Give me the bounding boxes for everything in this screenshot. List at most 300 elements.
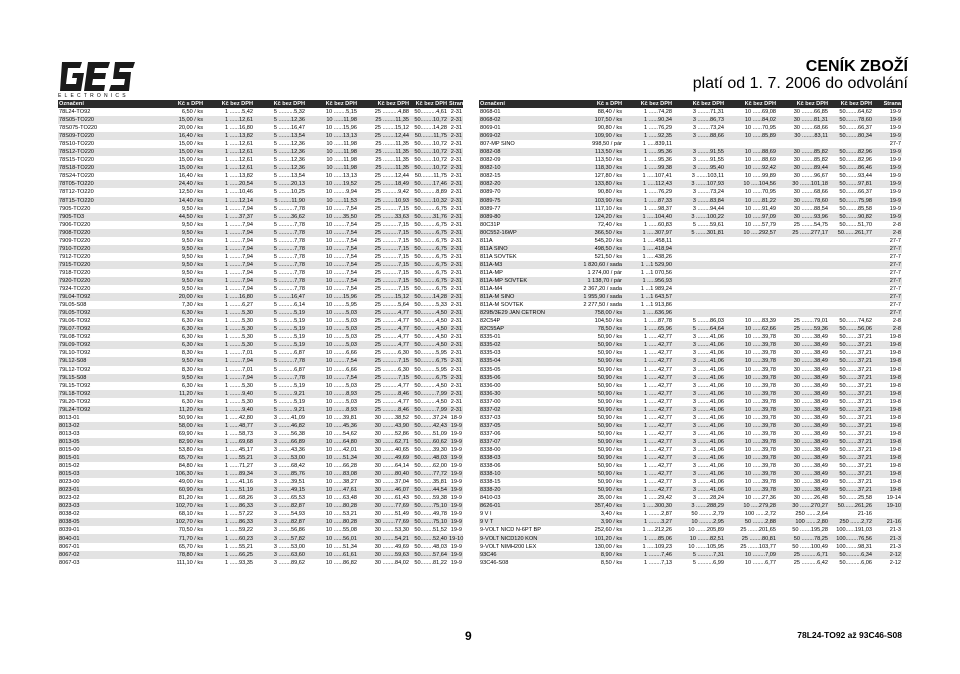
table-cell: 498,50 / ks	[567, 245, 623, 253]
table-cell: 19-9	[448, 486, 463, 494]
product-code: 811A-MP SOVTEK	[479, 277, 567, 285]
product-code: 80C31P	[480, 221, 501, 228]
table-cell: 1 ......13,82	[204, 132, 254, 140]
table-cell: 16,40 / ks	[178, 173, 203, 180]
table-cell: 18-9	[450, 414, 462, 421]
table-cell: 50..........6,06	[839, 559, 872, 566]
table-cell: 60,90 / ks	[136, 486, 204, 494]
table-cell: 1 ......12,61	[225, 141, 253, 148]
table-cell: 1 ......76,29	[644, 189, 672, 196]
table-cell: 102,70 / ks	[136, 502, 204, 510]
table-cell: 3 ........73,24	[692, 189, 724, 196]
product-code: 8335-03	[480, 350, 501, 357]
table-cell: 50..........6,75	[410, 229, 448, 237]
table-cell: 3 ........53,00	[254, 454, 306, 462]
table-cell	[777, 293, 829, 301]
table-cell: 30 ........59,63	[358, 551, 410, 559]
table-cell	[725, 237, 777, 245]
table-cell: 5 ..........5,32	[273, 109, 305, 116]
table-cell: 19-9	[448, 551, 463, 559]
table-cell: 10 ......66,28	[325, 463, 357, 470]
table-cell: 1 ........7,94	[225, 286, 253, 293]
table-cell: 50........49,78	[414, 511, 447, 518]
product-code: 8069-02	[479, 132, 567, 140]
table-cell: 1 ......42,77	[623, 406, 673, 414]
table-cell: 25 ........12,44	[374, 173, 409, 180]
table-cell: 10 ......51,34	[306, 454, 358, 462]
table-cell	[725, 140, 777, 148]
product-code: 8015-03	[58, 470, 136, 478]
table-row	[58, 462, 463, 470]
table-cell: 10 ........6,77	[744, 559, 776, 566]
table-cell: 25 ..........7,15	[374, 253, 409, 260]
table-cell: 1 .....458,11	[642, 237, 672, 244]
table-cell: 106,30 / ks	[136, 470, 204, 478]
table-cell: 101,20 / ks	[567, 534, 623, 542]
table-cell: 27-7	[889, 302, 901, 309]
table-cell: 5 ..........7,78	[273, 269, 305, 276]
table-cell: 50,90 / ks	[567, 422, 623, 430]
table-cell: 16,40 / ks	[136, 132, 204, 140]
table-cell: 1 ......42,77	[623, 470, 673, 478]
table-cell: 30 ........64,14	[374, 463, 409, 470]
table-cell: 50........59,38	[414, 495, 447, 502]
product-code: 79L12-TO92	[59, 366, 91, 373]
table-row	[479, 470, 902, 478]
table-cell: 2-31	[448, 164, 463, 172]
table-cell: 50 .........2,79	[691, 511, 724, 518]
table-cell: 50..........5,33	[414, 302, 447, 309]
table-cell: 50........37,21	[829, 438, 873, 446]
table-cell: 2-8	[892, 221, 901, 228]
table-cell: 10 ........7,54	[325, 253, 357, 260]
table-cell: 10 ........5,03	[306, 325, 358, 333]
table-cell: 19-9	[889, 173, 901, 180]
table-cell: 50..........6,75	[410, 374, 448, 382]
table-cell: 25 ..........7,15	[374, 269, 409, 276]
table-cell: 1 ......42,77	[644, 398, 672, 405]
table-cell: 5 ..........7,31	[673, 551, 725, 559]
table-cell: 2-31	[448, 197, 463, 205]
table-cell: 10 ......56,01	[306, 534, 358, 542]
table-cell: 50........37,21	[829, 454, 873, 462]
table-cell: 30 ........93,96	[777, 213, 829, 221]
table-cell: 10 ........6,66	[325, 366, 357, 373]
table-cell: 50........37,21	[839, 398, 872, 405]
table-row	[58, 486, 463, 494]
table-cell: 30 ........84,02	[374, 559, 409, 566]
table-cell: 50........37,21	[839, 430, 872, 437]
table-cell: 1 ......51,19	[204, 486, 254, 494]
table-cell: 14,40 / ks	[136, 197, 204, 205]
table-cell: 30 ........38,49	[777, 374, 829, 382]
table-cell: 10 ......39,78	[744, 366, 776, 373]
table-cell: 10 ......64,80	[306, 438, 358, 446]
table-cell: 50..........6,75	[410, 277, 448, 285]
table-cell	[777, 309, 829, 317]
table-cell: 50........85,58	[839, 205, 872, 212]
table-row	[58, 197, 463, 205]
table-cell: 25 ........54,75	[793, 221, 828, 228]
table-cell: 88,40 / ks	[597, 109, 622, 116]
table-cell: 15,00 / ks	[178, 141, 203, 148]
table-cell	[829, 309, 873, 317]
table-cell: 1 ........5,30	[204, 341, 254, 349]
table-cell: 2-31	[450, 302, 462, 309]
table-cell	[673, 261, 725, 269]
table-cell: 5 ........12,36	[254, 148, 306, 156]
table-cell: 1 ......42,77	[644, 382, 672, 389]
table-cell: 1 ......42,77	[644, 446, 672, 453]
table-cell: 50,90 / ks	[567, 374, 623, 382]
table-row	[58, 333, 463, 341]
table-cell: 50........60,62	[410, 438, 448, 446]
table-cell: 2-31	[450, 237, 462, 244]
table-cell: 758,00 / ks	[567, 309, 623, 317]
table-cell: 10 ......39,78	[744, 446, 776, 453]
table-cell: 50,90 / ks	[567, 438, 623, 446]
product-code: 811A SINO	[479, 245, 567, 253]
table-cell: 50..........7,99	[410, 406, 448, 414]
table-cell: 10 ......47,61	[306, 486, 358, 494]
table-cell: 50........37,21	[829, 422, 873, 430]
table-cell: 10 ......39,78	[725, 486, 777, 494]
table-cell: 2-31	[448, 245, 463, 253]
product-code: 8038-05	[58, 518, 136, 526]
table-cell: 1 ......42,77	[644, 430, 672, 437]
table-cell: 8,30 / ks	[181, 350, 203, 357]
table-row	[479, 180, 902, 188]
table-cell: 10 ........7,54	[306, 357, 358, 365]
table-row	[58, 478, 463, 486]
table-cell: 50..........4,50	[410, 325, 448, 333]
table-cell: 10 ......11,53	[306, 197, 358, 205]
table-cell: 19-8	[873, 406, 902, 414]
table-cell: 19-8	[889, 479, 901, 486]
table-cell	[673, 309, 725, 317]
table-cell: 5 ..........5,19	[273, 318, 305, 325]
table-cell: 25 ..........8,46	[358, 390, 410, 398]
table-row	[58, 124, 463, 132]
product-code: 79L15-TO92	[59, 382, 91, 389]
table-cell: 19-9	[889, 189, 901, 196]
table-cell: 1 ........7,94	[225, 253, 253, 260]
table-row	[479, 398, 902, 406]
product-code: 8337-02	[479, 406, 567, 414]
column-header: Označení	[479, 100, 567, 108]
table-row	[58, 438, 463, 446]
table-row	[479, 148, 902, 156]
table-cell: 50..........6,75	[414, 253, 447, 260]
table-cell: 11,20 / ks	[136, 390, 204, 398]
table-cell: 1 ......42,77	[644, 334, 672, 341]
table-row	[479, 108, 902, 116]
table-cell: 1 955,90 / sada	[567, 293, 623, 301]
table-cell: 50........14,28	[414, 125, 447, 132]
table-cell: 10 ......11,98	[306, 148, 358, 156]
table-cell: 58,00 / ks	[136, 422, 204, 430]
table-cell: 50........81,22	[414, 559, 447, 566]
table-cell	[829, 269, 873, 277]
table-cell: 50 .......100,49	[792, 543, 828, 550]
table-cell: 1 ........7,01	[225, 366, 253, 373]
table-row	[58, 205, 463, 213]
table-cell: 25 ..........6,42	[793, 559, 828, 566]
product-code: 79L15-S08	[58, 374, 136, 382]
table-cell: 2-31	[450, 350, 462, 357]
product-code: 79L18-TO92	[58, 390, 136, 398]
product-code: 8013-02	[58, 422, 136, 430]
table-cell	[829, 261, 873, 269]
table-cell: 50,90 / ks	[597, 479, 622, 486]
product-code: 8023-01	[58, 486, 136, 494]
product-code: 8068-01	[480, 109, 501, 116]
product-code: 93C46-S08	[480, 559, 509, 566]
table-cell: 30 ........38,49	[777, 422, 829, 430]
product-code: 78S10-TO220	[59, 141, 95, 148]
table-cell: 1 ........9,40	[204, 406, 254, 414]
table-cell: 6,30 / ks	[181, 334, 203, 341]
table-cell: 5 ........12,36	[254, 164, 306, 172]
table-cell: 10 ........5,03	[306, 341, 358, 349]
table-cell: 10 ......13,13	[325, 173, 357, 180]
table-cell: 30 ........78,60	[777, 197, 829, 205]
table-cell	[777, 269, 829, 277]
table-cell	[673, 253, 725, 261]
table-row	[58, 261, 463, 269]
table-row	[479, 253, 902, 261]
table-cell: 10 ........7,54	[306, 245, 358, 253]
table-cell: 30 .......101,18	[777, 180, 829, 188]
table-row	[58, 341, 463, 349]
table-row	[58, 108, 463, 116]
table-cell: 50..........7,99	[410, 390, 448, 398]
table-row	[479, 229, 902, 237]
table-cell: 5 ........16,47	[273, 125, 305, 132]
table-cell: 3 ........41,06	[692, 479, 724, 486]
table-cell: 19-8	[873, 470, 902, 478]
table-cell: 1 ......13,82	[225, 173, 253, 180]
table-cell: 19-9	[450, 559, 462, 566]
table-cell: 10 .........2,95	[673, 518, 725, 526]
table-cell: 5 ........12,36	[273, 157, 305, 164]
table-cell: 1 138,70 / pár	[567, 277, 623, 285]
table-cell: 3 ........82,87	[254, 518, 306, 526]
table-cell: 25 ..........7,15	[374, 205, 409, 212]
table-row	[479, 534, 902, 542]
column-header: Kč bez DPH	[673, 100, 725, 108]
table-cell: 10 ........7,09	[725, 551, 777, 559]
table-cell	[829, 245, 873, 253]
table-row	[58, 293, 463, 301]
table-row	[58, 221, 463, 229]
table-cell: 10 ......84,02	[725, 116, 777, 124]
table-cell: 10 ......80,28	[306, 518, 358, 526]
table-cell: 2-31	[450, 205, 462, 212]
product-code: 8023-00	[59, 479, 80, 486]
table-cell: 5 ..........6,14	[273, 302, 305, 309]
product-code: 8082-09	[480, 157, 501, 164]
table-cell: 19-8	[873, 390, 902, 398]
table-cell: 19-9	[450, 446, 462, 453]
table-cell: 10 ........5,95	[325, 302, 357, 309]
table-cell: 1 ........7,94	[204, 374, 254, 382]
table-cell: 50..........6,75	[410, 261, 448, 269]
table-cell: 10 ......39,78	[744, 430, 776, 437]
table-cell: 19-9	[873, 116, 902, 124]
table-cell: 5 ..........7,78	[254, 357, 306, 365]
table-cell: 25 ........11,35	[375, 141, 409, 148]
table-row	[479, 317, 902, 325]
table-row	[479, 245, 902, 253]
table-cell: 25 ..........7,15	[358, 357, 410, 365]
table-cell: 1 ........5,30	[204, 325, 254, 333]
table-row	[479, 293, 902, 301]
table-cell: 3 ........41,06	[673, 341, 725, 349]
product-code: 8410-03	[480, 495, 501, 502]
table-cell: 50........51,52	[414, 527, 447, 534]
table-cell: 50..........4,50	[414, 382, 447, 389]
table-cell: 50........37,21	[829, 374, 873, 382]
table-cell: 27-7	[889, 141, 901, 148]
table-cell: 30 ........51,49	[374, 511, 409, 518]
table-cell: 30 ........96,67	[793, 173, 828, 180]
table-cell: 10 ......61,61	[306, 551, 358, 559]
table-cell: 3 ........41,06	[692, 366, 724, 373]
table-cell	[673, 301, 725, 309]
table-row	[58, 148, 463, 156]
table-cell: 1 ......95,36	[644, 157, 672, 164]
table-cell: 19-8	[889, 463, 901, 470]
table-row	[479, 462, 902, 470]
table-cell: 5 ..........7,78	[254, 374, 306, 382]
table-cell: 68,10 / ks	[178, 511, 203, 518]
product-code: 78T05-TO220	[58, 180, 136, 188]
product-code: 7912-TO220	[59, 253, 91, 260]
table-cell: 9,50 / ks	[181, 269, 203, 276]
table-cell: 30 ........83,11	[777, 132, 829, 140]
table-cell: 1 ...1 913,86	[640, 302, 672, 309]
table-cell: 50,90 / ks	[597, 382, 622, 389]
table-cell: 1 ........7,46	[623, 551, 673, 559]
table-cell: 124,20 / ks	[567, 213, 623, 221]
table-cell: 10 ......88,69	[744, 157, 776, 164]
table-cell: 30 ........38,49	[793, 430, 828, 437]
table-row	[58, 237, 463, 245]
table-cell: 104,50 / ks	[594, 318, 622, 325]
table-cell: 1 ......65,96	[623, 325, 673, 333]
table-row	[58, 357, 463, 365]
table-cell: 1 .....956,93	[623, 277, 673, 285]
table-cell: 50,90 / ks	[567, 470, 623, 478]
table-cell: 9,50 / ks	[136, 261, 204, 269]
table-cell: 19-8	[889, 350, 901, 357]
table-row	[479, 277, 902, 285]
table-cell: 27-7	[873, 293, 902, 301]
table-cell: 10 ......81,22	[725, 197, 777, 205]
column-header: Kč bez DPH	[254, 100, 306, 108]
table-cell: 25 ........11,35	[358, 148, 410, 156]
table-cell: 30 ........38,49	[793, 334, 828, 341]
table-cell: 25 ........11,35	[375, 157, 409, 164]
table-cell: 5 ..........7,78	[254, 261, 306, 269]
column-header: Kč bez DPH	[725, 100, 777, 108]
table-cell: 6,30 / ks	[136, 309, 204, 317]
table-cell: 117,10 / ks	[595, 205, 622, 212]
product-code: 811A-M4	[480, 286, 503, 293]
table-cell: 10 ......39,78	[725, 422, 777, 430]
table-cell: 5 ........86,03	[692, 318, 724, 325]
table-cell: 50 ........2,88	[725, 518, 777, 526]
table-cell: 78,80 / ks	[136, 551, 204, 559]
table-cell: 3 ........86,73	[673, 116, 725, 124]
table-cell: 3 ........41,06	[692, 382, 724, 389]
product-code: 811A-M3	[479, 261, 567, 269]
table-cell: 11,20 / ks	[136, 406, 204, 414]
table-cell: 50........10,72	[414, 141, 447, 148]
table-cell: 5 ........10,25	[273, 189, 305, 196]
table-cell: 30 ........38,49	[793, 479, 828, 486]
table-cell: 27-7	[889, 286, 901, 293]
product-code: 811A-MP	[480, 269, 503, 276]
table-row	[479, 551, 902, 559]
table-cell: 1 ......16,80	[204, 293, 254, 301]
table-cell: 50,90 / ks	[567, 454, 623, 462]
table-cell: 2-12	[889, 559, 901, 566]
table-cell: 2 277,50 / sada	[583, 302, 622, 309]
table-cell: 30 ........89,44	[777, 164, 829, 172]
table-row	[479, 446, 902, 454]
table-cell: 6,30 / ks	[181, 398, 203, 405]
table-cell	[829, 293, 873, 301]
table-cell: 5 ..........5,19	[273, 334, 305, 341]
table-cell: 25 .......103,77	[740, 543, 776, 550]
product-code: 8067-01	[59, 543, 80, 550]
table-row	[479, 341, 902, 349]
table-cell	[777, 277, 829, 285]
table-cell: 1 ......37,37	[204, 213, 254, 221]
table-row	[58, 188, 463, 196]
table-row	[479, 197, 902, 205]
product-code: 8089-70	[480, 189, 501, 196]
table-row	[479, 205, 902, 213]
table-cell: 5 ..........7,78	[254, 229, 306, 237]
table-cell: 50........62,00	[414, 463, 447, 470]
table-cell: 30 ........46,07	[358, 486, 410, 494]
product-code: 7924-TO220	[59, 286, 91, 293]
table-cell: 50..........4,61	[414, 109, 447, 116]
table-row	[58, 518, 463, 526]
table-cell: 1 ......42,77	[623, 486, 673, 494]
table-cell: 113,50 / ks	[567, 148, 623, 156]
table-cell: 10 ......99,89	[744, 173, 776, 180]
column-header: Kč s DPH	[136, 100, 204, 108]
table-cell	[725, 261, 777, 269]
table-cell: 10 .....279,28	[725, 502, 777, 510]
table-cell: 19-9	[448, 502, 463, 510]
product-code: 811A SOVTEK	[480, 253, 517, 260]
table-cell: 19-9	[448, 518, 463, 526]
table-row	[479, 309, 902, 317]
table-cell: 53,80 / ks	[178, 446, 203, 453]
table-cell: 10 ......55,08	[325, 527, 357, 534]
table-cell: 25 ..........9,42	[374, 189, 409, 196]
product-code: 8337-06	[480, 430, 501, 437]
table-cell: 10 ......35,50	[306, 213, 358, 221]
product-code: 8023-02	[59, 495, 80, 502]
table-cell: 100 .......2,80	[777, 518, 829, 526]
product-code: 8336-00	[480, 382, 501, 389]
